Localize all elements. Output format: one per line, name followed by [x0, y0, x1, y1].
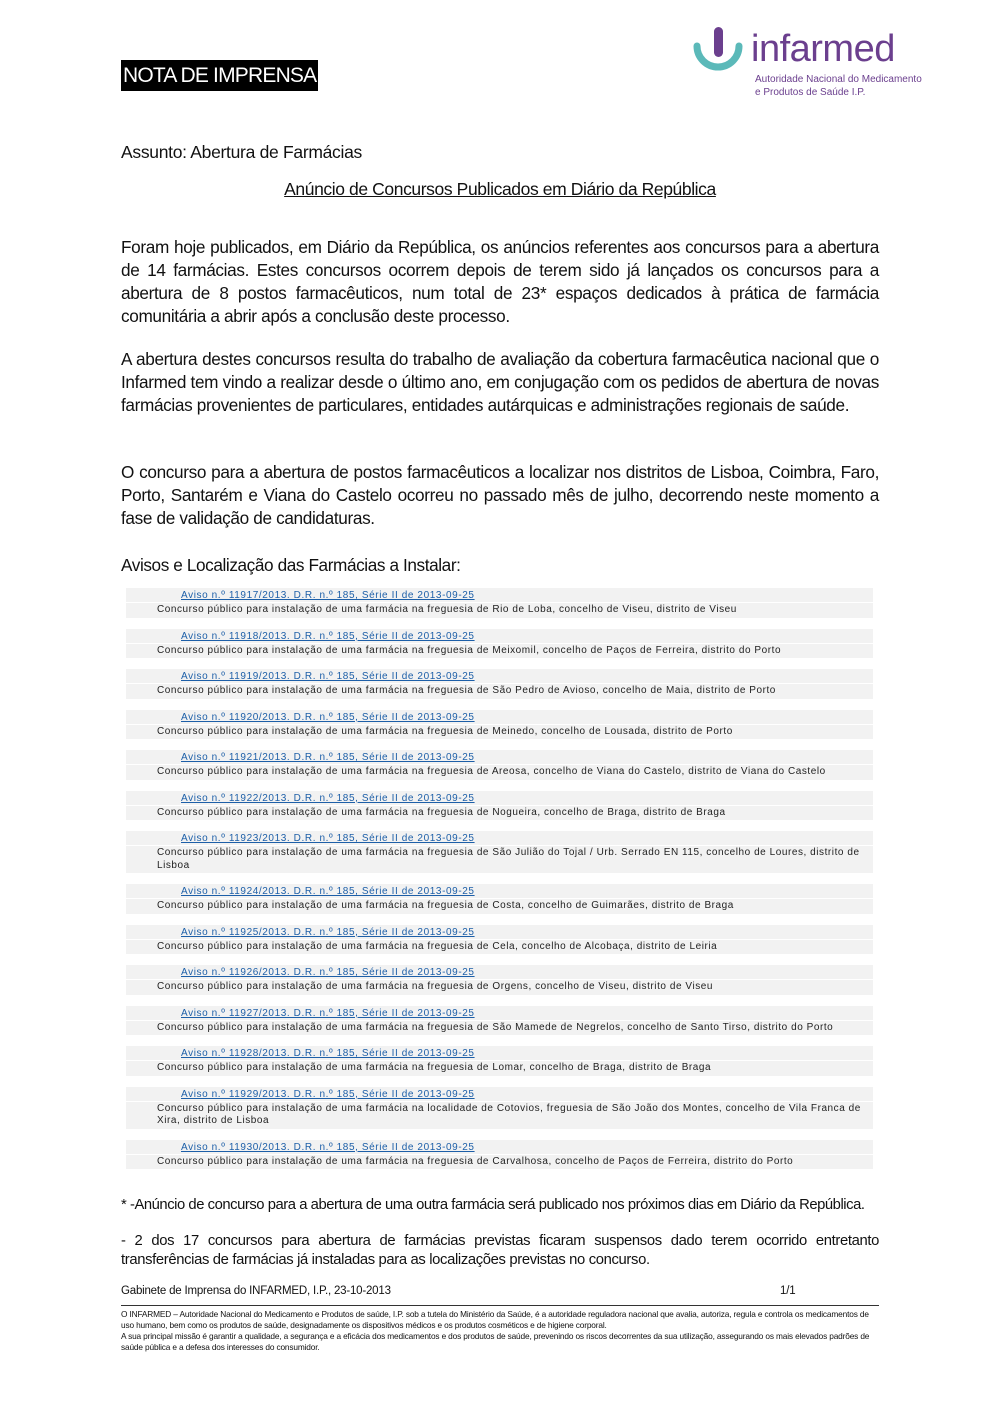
footnote-asterisk: * -Anúncio de concurso para a abertura de uma outra farmácia será publicado nos próximos dias em Diário da República. — [121, 1197, 865, 1213]
notice-description: Concurso público para instalação de uma farmácia na freguesia de São Mamede de Negrelos, concelho de Santo Tirso, distrito do Porto — [126, 1021, 873, 1036]
notice-link[interactable]: Aviso n.º 11917/2013. D.R. n.º 185, Série II de 2013-09-25 — [126, 588, 873, 602]
notice-description: Concurso público para instalação de uma farmácia na freguesia de Lomar, concelho de Braga, distrito de Braga — [126, 1061, 873, 1076]
logo-subtitle-line-1: Autoridade Nacional do Medicamento — [755, 74, 922, 85]
notice-link[interactable]: Aviso n.º 11926/2013. D.R. n.º 185, Série II de 2013-09-25 — [126, 965, 873, 979]
notice-link[interactable]: Aviso n.º 11927/2013. D.R. n.º 185, Série II de 2013-09-25 — [126, 1006, 873, 1020]
notice-description: Concurso público para instalação de uma farmácia na freguesia de Meinedo, concelho de Lousada, distrito de Porto — [126, 725, 873, 740]
notice-link[interactable]: Aviso n.º 11929/2013. D.R. n.º 185, Série II de 2013-09-25 — [126, 1087, 873, 1101]
page-number: 1/1 — [780, 1285, 796, 1297]
paragraph-3: O concurso para a abertura de postos farmacêuticos a localizar nos distritos de Lisboa, Coimbra, Faro, Porto, Santarém e Viana do Castelo ocorreu no passado mês de julho, decorrendo neste momento a fase de validação de candidaturas. — [121, 462, 879, 528]
logo-subtitle-line-2: e Produtos de Saúde I.P. — [755, 87, 866, 98]
notice-description: Concurso público para instalação de uma farmácia na freguesia de Costa, concelho de Guimarães, distrito de Braga — [126, 899, 873, 914]
notice-description: Concurso público para instalação de uma farmácia na freguesia de Areosa, concelho de Viana do Castelo, distrito de Viana do Castelo — [126, 765, 873, 780]
notice-link[interactable]: Aviso n.º 11921/2013. D.R. n.º 185, Série II de 2013-09-25 — [126, 750, 873, 764]
notices-list — [126, 588, 873, 1169]
notice-item — [126, 629, 873, 659]
notice-link[interactable]: Aviso n.º 11923/2013. D.R. n.º 185, Série II de 2013-09-25 — [126, 831, 873, 845]
notices-list-title: Avisos e Localização das Farmácias a Instalar: — [121, 555, 461, 575]
notice-description: Concurso público para instalação de uma farmácia na freguesia de Rio de Loba, concelho de Viseu, distrito de Viseu — [126, 603, 873, 618]
notice-item — [126, 588, 873, 618]
press-release-label: NOTA DE IMPRENSA — [121, 60, 318, 91]
paragraph-2: A abertura destes concursos resulta do trabalho de avaliação da cobertura farmacêutica nacional que o Infarmed tem vindo a realizar desde o último ano, em conjugação com os pedidos de abertura de novas farmácias provenientes de particulares, entidades autárquicas e administrações regionais de saúde. — [121, 349, 879, 415]
logo-subtitle — [755, 73, 922, 99]
notice-item — [126, 1140, 873, 1170]
notice-link[interactable]: Aviso n.º 11930/2013. D.R. n.º 185, Série II de 2013-09-25 — [126, 1140, 873, 1154]
notice-link[interactable]: Aviso n.º 11922/2013. D.R. n.º 185, Série II de 2013-09-25 — [126, 791, 873, 805]
notice-item — [126, 884, 873, 914]
notice-item — [126, 965, 873, 995]
infarmed-logo — [693, 26, 923, 102]
disclaimer-line-1: O INFARMED – Autoridade Nacional do Medicamento e Produtos de saúde, I.P. sob a tutela do Ministério da Saúde, é a autoridade reguladora nacional que avalia, autoriza, regula e controla os medicamentos de uso humano, bem como os produtos de saúde, designadamente os dispositivos médicos e os produtos cosméticos e de higiene corporal. — [121, 1309, 869, 1330]
footnote-suspended: - 2 dos 17 concursos para abertura de farmácias previstas ficaram suspensos dado terem ocorrido entretanto transferências de farmácias já instaladas para as localizações previstas no concurso. — [121, 1233, 879, 1268]
notice-link[interactable]: Aviso n.º 11925/2013. D.R. n.º 185, Série II de 2013-09-25 — [126, 925, 873, 939]
notice-item — [126, 669, 873, 699]
notice-link[interactable]: Aviso n.º 11919/2013. D.R. n.º 185, Série II de 2013-09-25 — [126, 669, 873, 683]
notice-item — [126, 791, 873, 821]
paragraph-1: Foram hoje publicados, em Diário da República, os anúncios referentes aos concursos para a abertura de 14 farmácias. Estes concursos ocorrem depois de terem sido já lançados os concursos para a abertura de 8 postos farmacêuticos, num total de 23* espaços dedicados à prática de farmácia comunitária a abrir após a conclusão deste processo. — [121, 237, 879, 326]
notice-item — [126, 750, 873, 780]
headline: Anúncio de Concursos Publicados em Diário da República — [284, 179, 716, 199]
notice-description: Concurso público para instalação de uma farmácia na freguesia de Nogueira, concelho de Braga, distrito de Braga — [126, 806, 873, 821]
logo-wordmark: infarmed — [751, 28, 895, 70]
notice-description: Concurso público para instalação de uma farmácia na freguesia de Carvalhosa, concelho de Paços de Ferreira, distrito do Porto — [126, 1155, 873, 1170]
notice-item — [126, 710, 873, 740]
institutional-disclaimer — [121, 1309, 881, 1353]
notice-description: Concurso público para instalação de uma farmácia na freguesia de São Pedro de Avioso, concelho de Maia, distrito de Porto — [126, 684, 873, 699]
notice-item — [126, 925, 873, 955]
notice-item — [126, 1046, 873, 1076]
notice-link[interactable]: Aviso n.º 11920/2013. D.R. n.º 185, Série II de 2013-09-25 — [126, 710, 873, 724]
notice-link[interactable]: Aviso n.º 11928/2013. D.R. n.º 185, Série II de 2013-09-25 — [126, 1046, 873, 1060]
notice-description: Concurso público para instalação de uma farmácia na freguesia de Meixomil, concelho de Paços de Ferreira, distrito do Porto — [126, 644, 873, 659]
subject-line: Assunto: Abertura de Farmácias — [121, 142, 362, 162]
disclaimer-line-2: A sua principal missão é garantir a qualidade, a segurança e a eficácia dos medicamentos e dos produtos de saúde, prevenindo os riscos decorrentes da sua utilização, assegurando os mais elevados padrões de saúde pública e a defesa dos interesses do consumidor. — [121, 1331, 870, 1352]
footer-divider — [121, 1305, 879, 1306]
notice-link[interactable]: Aviso n.º 11924/2013. D.R. n.º 185, Série II de 2013-09-25 — [126, 884, 873, 898]
infarmed-logo-mark-icon — [693, 26, 743, 82]
notice-description: Concurso público para instalação de uma farmácia na localidade de Cotovios, freguesia de São João dos Montes, concelho de Vila Franca de Xira, distrito de Lisboa — [126, 1102, 873, 1129]
press-office-credit: Gabinete de Imprensa do INFARMED, I.P., 23-10-2013 — [121, 1285, 391, 1297]
notice-item — [126, 1087, 873, 1129]
notice-item — [126, 1006, 873, 1036]
notice-description: Concurso público para instalação de uma farmácia na freguesia de Cela, concelho de Alcobaça, distrito de Leiria — [126, 940, 873, 955]
notice-item — [126, 831, 873, 873]
notice-link[interactable]: Aviso n.º 11918/2013. D.R. n.º 185, Série II de 2013-09-25 — [126, 629, 873, 643]
notice-description: Concurso público para instalação de uma farmácia na freguesia de Orgens, concelho de Viseu, distrito de Viseu — [126, 980, 873, 995]
notice-description: Concurso público para instalação de uma farmácia na freguesia de São Julião do Tojal / Urb. Serrado EN 115, concelho de Loures, distrito de Lisboa — [126, 846, 873, 873]
